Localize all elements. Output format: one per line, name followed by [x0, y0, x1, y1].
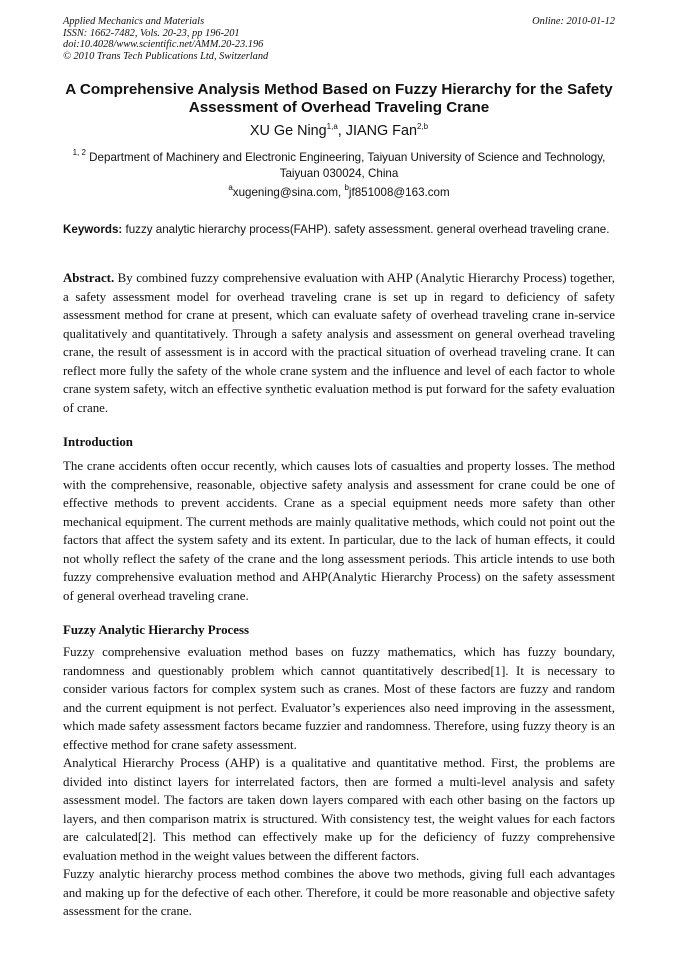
- fahp-body: [63, 643, 615, 921]
- email-mark: a: [228, 183, 233, 192]
- paragraph: Fuzzy analytic hierarchy process method combines the above two methods, giving full each advantages and making up for the defective of each other. Therefore, it could be more reasonable and objective safety assessment for the crane.: [63, 867, 615, 918]
- copyright-line: © 2010 Trans Tech Publications Ltd, Switzerland: [63, 50, 269, 62]
- paragraph: Fuzzy comprehensive evaluation method bases on fuzzy mathematics, which has fuzzy boundary, randomness and questionably problem which cannot quantitatively described[1]. It is necessary to consider various factors for complex system such as cranes. Most of these factors are fuzzy and random and the current equipment is not perfect. Evaluator’s experiences also need improving in the assessment, which made safety assessment factors became fuzzier and randomness. Therefore, using fuzzy theory is an effective method for crane safety assessment.: [63, 645, 615, 752]
- issn-line: ISSN: 1662-7482, Vols. 20-23, pp 196-201: [63, 27, 240, 39]
- paper-title: A Comprehensive Analysis Method Based on Fuzzy Hierarchy for the Safety Assessment of Overhead Traveling Crane: [65, 81, 613, 116]
- keywords-text: fuzzy analytic hierarchy process(FAHP). safety assessment. general overhead traveling crane.: [122, 223, 610, 236]
- abstract: [63, 269, 615, 417]
- abstract-label: Abstract.: [63, 271, 115, 285]
- section-heading: Introduction: [63, 435, 133, 449]
- affiliation-text: Department of Machinery and Electronic Engineering, Taiyuan University of Science and Technology, Taiyuan 030024, China: [85, 151, 606, 180]
- online-date: Online: 2010-01-12: [532, 16, 615, 27]
- author-affiliation-mark: 1,a: [326, 122, 338, 131]
- author-name: XU Ge Ning: [249, 123, 327, 139]
- author-emails: [60, 185, 618, 200]
- paragraph: Analytical Hierarchy Process (AHP) is a qualitative and quantitative method. First, the problems are divided into distinct layers for interrelated factors, then are formed a multi-level analysis and safety assessment model. The factors are taken down layers compared with each other basing on the factors up layers, and then comparison matrix is structured. With consistency test, the weight values for each factors are calculated[2]. This method can effectively make up for the deficiency of fuzzy comprehensive evaluation method in the weight values between the different factors.: [63, 756, 615, 863]
- email-mark: b: [344, 183, 349, 192]
- introduction-body: The crane accidents often occur recently, which causes lots of casualties and property losses. The method with the comprehensive, reasonable, objective safety analysis and assessment for crane could be one of effective methods to prevent accidents. Crane as a special equipment needs more safety than other mechanical equipment. The current methods are mainly qualitative methods, which could not point out the factors that affect the system safety and its extent. In particular, due to the lack of human effects, it could not wholly reflect the safety of the crane and the long assessment periods. This article intends to use both fuzzy comprehensive evaluation method and AHP(Analytic Hierarchy Process) on the safety assessment of general overhead traveling crane.: [63, 459, 615, 603]
- author-name: JIANG Fan: [345, 123, 417, 139]
- author-affiliation-mark: 2,b: [416, 122, 429, 131]
- keywords: [63, 222, 615, 239]
- doi-line: doi:10.4028/www.scientific.net/AMM.20-23.196: [63, 39, 264, 51]
- journal-header: [63, 16, 615, 62]
- email-address: xugening@sina.com,: [232, 186, 345, 199]
- keywords-label: Keywords:: [63, 223, 123, 236]
- affiliation: [60, 150, 618, 181]
- affiliation-mark: 1, 2: [72, 148, 86, 157]
- journal-name: Applied Mechanics and Materials: [63, 16, 205, 27]
- author-separator: ,: [337, 123, 346, 139]
- author-list: [40, 122, 638, 140]
- email-address: jf851008@163.com: [348, 186, 450, 199]
- abstract-text: By combined fuzzy comprehensive evaluation with AHP (Analytic Hierarchy Process) together, a safety assessment model for overhead traveling crane is set up in regard to deficiency of safety assessment method for crane at present, which can evaluate safety of overhead traveling crane in-service qualitatively and quantitatively. Through a safety analysis and assessment on general overhead traveling crane, the result of assessment is in accord with the practical situation of overhead traveling crane. It can reflect more fully the safety of the whole crane system and the influence and level of each factor to whole crane system safety, witch an effective synthetic evaluation method is put forward for the safety evaluation of crane.: [63, 271, 615, 415]
- section-heading: Fuzzy Analytic Hierarchy Process: [63, 623, 250, 637]
